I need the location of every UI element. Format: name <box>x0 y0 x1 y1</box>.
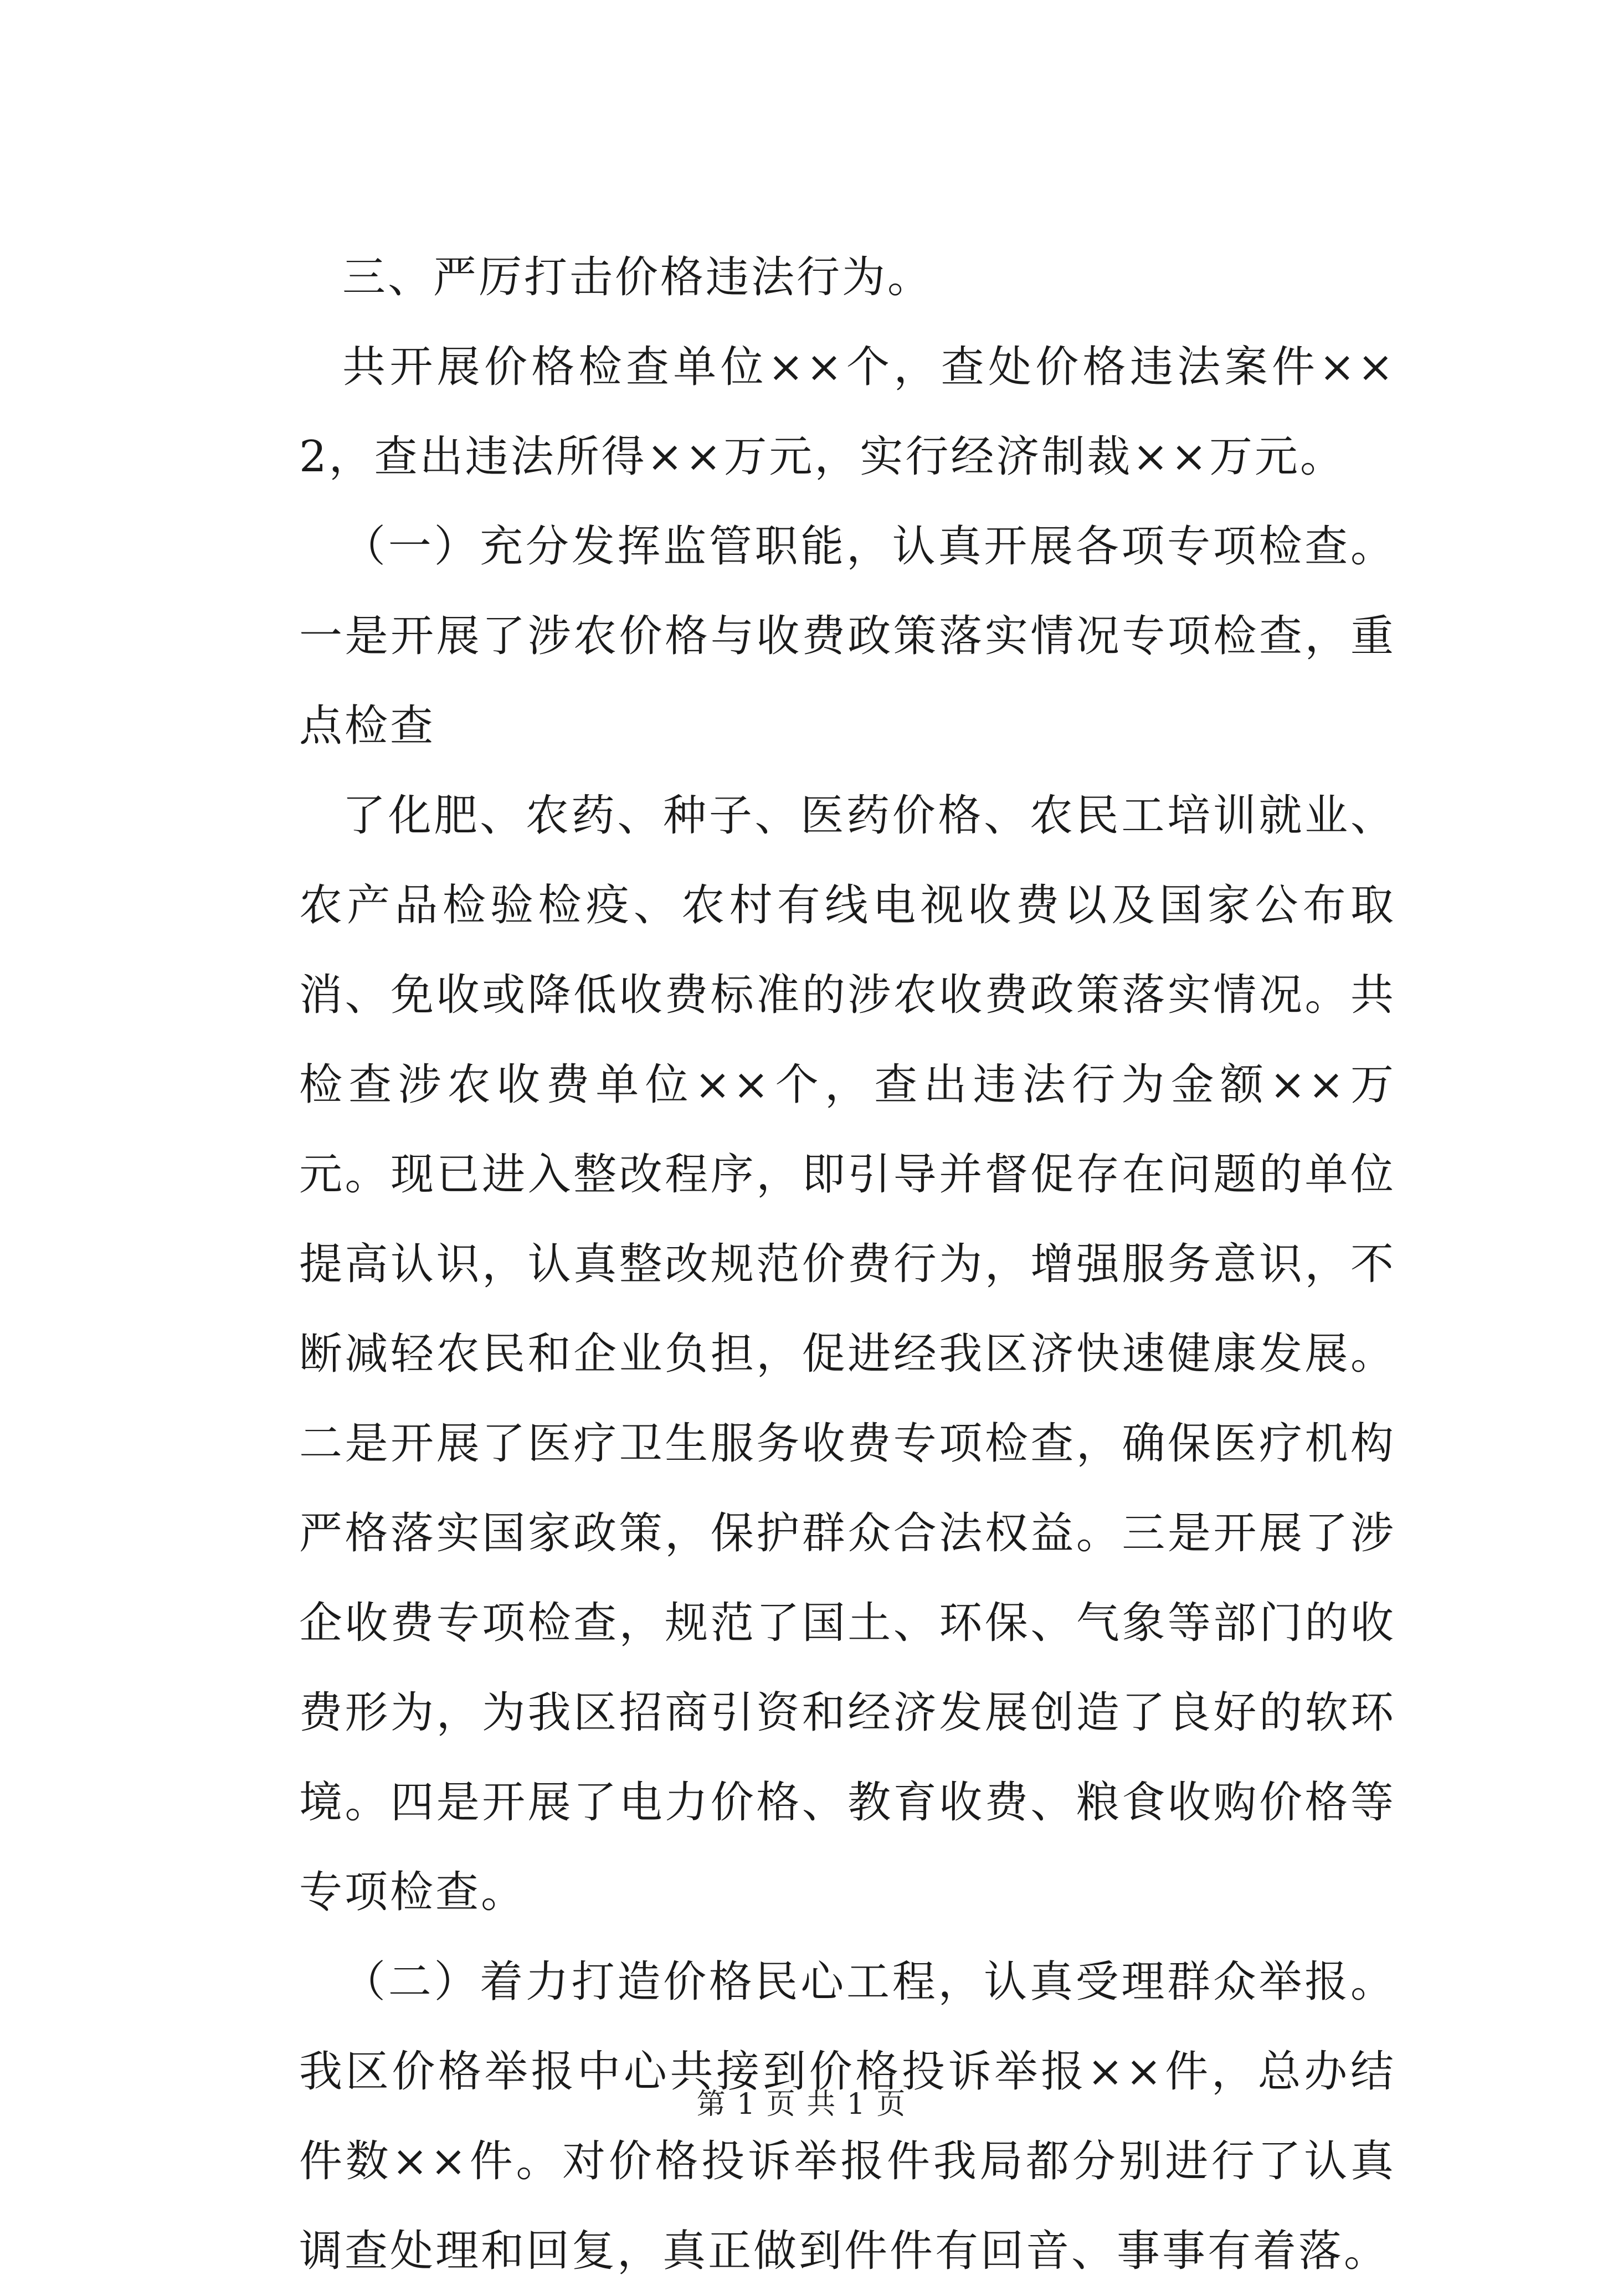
document-body <box>299 233 1396 2296</box>
paragraph: （一）充分发挥监管职能，认真开展各项专项检查。一是开展了涉农价格与收费政策落实情况专项检查，重点检查 <box>299 522 1396 751</box>
section-heading: 三、严厉打击价格违法行为。 <box>342 253 933 302</box>
page-number-footer: 第 1 页 共 1 页 <box>696 2088 907 2121</box>
paragraph: （二）着力打造价格民心工程，认真受理群众举报。我区价格举报中心共接到价格投诉举报××件，总办结件数××件。对价格投诉举报件我局都分别进行了认真调查处理和回复，真正做到件件有回音、事事有着落。 <box>299 1957 1396 2276</box>
paragraph: 了化肥、农药、种子、医药价格、农民工培训就业、农产品检验检疫、农村有线电视收费以及国家公布取消、免收或降低收费标准的涉农收费政策落实情况。共检查涉农收费单位××个，查出违法行为金额××万元。现已进入整改程序，即引导并督促存在问题的单位提高认识，认真整改规范价费行为，增强服务意识，不断减轻农民和企业负担，促进经我区济快速健康发展。二是开展了医疗卫生服务收费专项检查，确保医疗机构严格落实国家政策，保护群众合法权益。三是开展了涉企收费专项检查，规范了国土、环保、气象等部门的收费形为，为我区招商引资和经济发展创造了良好的软环境。四是开展了电力价格、教育收费、粮食收购价格等专项检查。 <box>299 791 1396 1917</box>
paragraph: 共开展价格检查单位××个，查处价格违法案件××2，查出违法所得××万元，实行经济制裁××万元。 <box>299 342 1396 482</box>
